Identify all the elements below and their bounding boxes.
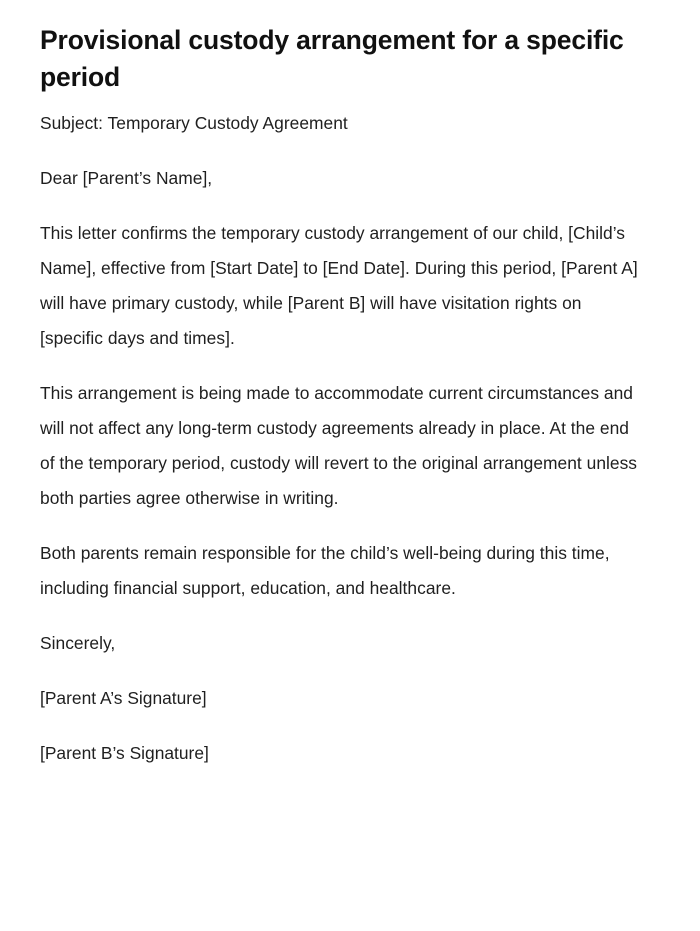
salutation: Dear [Parent’s Name], bbox=[40, 168, 213, 188]
page-title: Provisional custody arrangement for a specific period bbox=[40, 25, 624, 92]
closing-salutation: Sincerely, bbox=[40, 633, 116, 653]
body-paragraph-1: This letter confirms the temporary custody arrangement of our child, [Child’s Name], effective from [Start Date] to [End Date]. During this period, [Parent A] will have primary custody, while [Parent B] will have visitation rights on [specific days and times]. bbox=[40, 223, 638, 348]
body-paragraph-2: This arrangement is being made to accommodate current circumstances and will not affect any long-term custody agreements already in place. At the end of the temporary period, custody will revert to the original arrangement unless both parties agree otherwise in writing. bbox=[40, 383, 638, 508]
body-paragraph-3: Both parents remain responsible for the child’s well-being during this time, including financial support, education, and healthcare. bbox=[40, 543, 610, 598]
signature-line-parent-a: [Parent A’s Signature] bbox=[40, 688, 207, 708]
subject-line: Subject: Temporary Custody Agreement bbox=[40, 113, 348, 133]
signature-line-parent-b: [Parent B’s Signature] bbox=[40, 743, 209, 763]
